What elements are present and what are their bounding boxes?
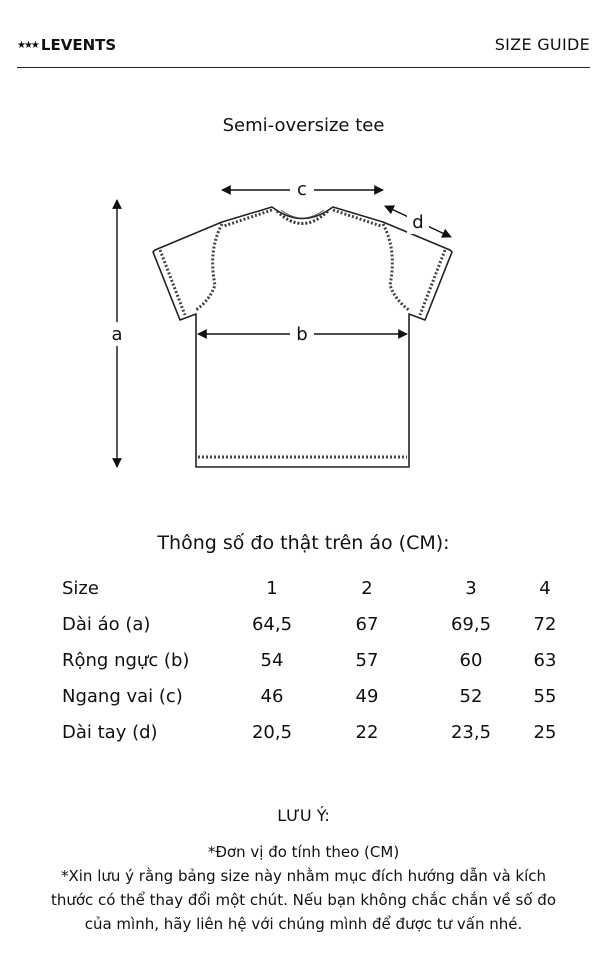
sleeve-hem-left [160,250,185,315]
note-title: LƯU Ý: [277,806,330,825]
header-cell: 2 [361,577,373,599]
tshirt-diagram [0,170,607,480]
sleeve-hem-right [420,250,445,315]
specs-title: Thông số đo thật trên áo (CM): [157,532,450,554]
table-cell: 55 [533,685,557,707]
table-cell: 67 [355,613,379,635]
header-cell: Size [62,577,99,599]
table-header-row [50,570,565,606]
table-cell: 69,5 [450,613,492,635]
note-unit: *Đơn vị đo tính theo (CM) [207,843,400,861]
table-cell: 54 [260,649,284,671]
table-row [50,606,565,642]
header-cell: 4 [539,577,551,599]
header-cell: 3 [465,577,477,599]
note-line: của mình, hãy liên hệ với chúng mình để được tư vấn nhé. [84,915,523,933]
armhole-stitch-left [196,224,222,310]
table-cell: 60 [459,649,483,671]
brand-name: LEVENTS [40,36,117,54]
star-icon: ★★★ [17,39,38,51]
product-title: Semi-oversize tee [222,115,385,136]
table-cell: 63 [533,649,557,671]
table-cell: 22 [355,721,379,743]
note-body [35,840,572,936]
table-cell: 20,5 [251,721,293,743]
table-row [50,714,565,750]
row-label: Ngang vai (c) [62,685,183,707]
table-cell: 72 [533,613,557,635]
row-label: Rộng ngực (b) [62,649,190,671]
row-label: Dài áo (a) [62,613,151,635]
size-table [50,570,565,750]
table-cell: 46 [260,685,284,707]
label-b: b [296,324,308,345]
table-cell: 49 [355,685,379,707]
shoulder-stitch-left [224,210,272,226]
brand-logo[interactable] [17,36,116,54]
row-label: Dài tay (d) [62,721,158,743]
label-a: a [111,324,123,345]
header [17,0,590,68]
table-row [50,678,565,714]
size-guide-label: SIZE GUIDE [494,35,590,54]
shoulder-stitch-right [333,210,381,226]
table-cell: 25 [533,721,557,743]
table-cell: 57 [355,649,379,671]
table-cell: 52 [459,685,483,707]
table-row [50,642,565,678]
header-cell: 1 [266,577,278,599]
label-c: c [297,179,307,200]
label-d: d [412,212,424,233]
table-cell: 64,5 [251,613,293,635]
note-line: thước có thể thay đổi một chút. Nếu bạn không chắc chắn về số đo [50,891,557,909]
table-cell: 23,5 [450,721,492,743]
armhole-stitch-right [383,224,409,310]
note-line: *Xin lưu ý rằng bảng size này nhằm mục đích hướng dẫn và kích [60,867,547,885]
